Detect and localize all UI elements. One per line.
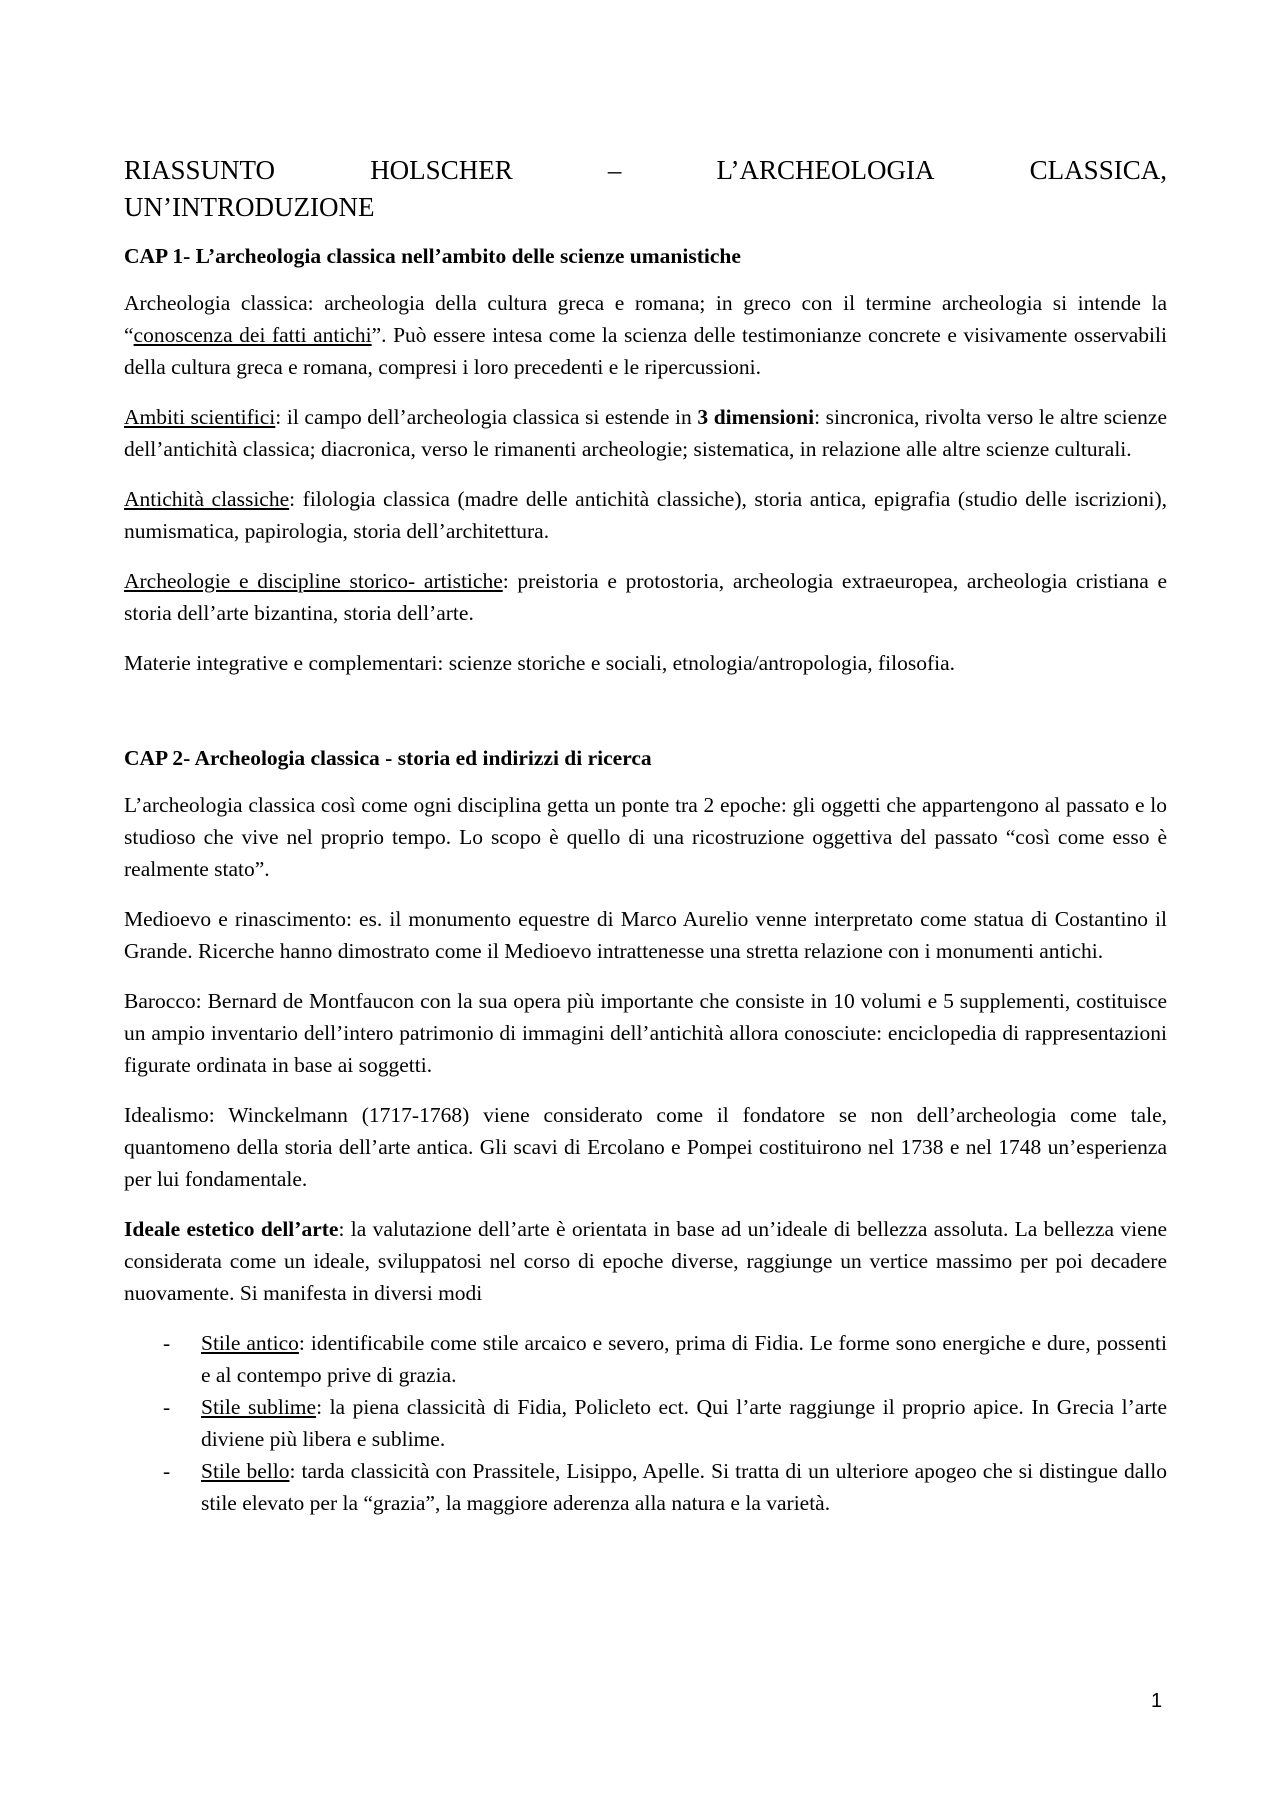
paragraph (124, 565, 1167, 629)
chapter-2-heading: CAP 2- Archeologia classica - storia ed indirizzi di ricerca (124, 746, 652, 770)
text: : filologia classica (madre delle antichità classiche), storia antica, epigrafia (studio delle iscrizioni), numismatica, papirologia, storia dell’architettura. (124, 487, 1167, 543)
underlined-term: Stile antico (201, 1331, 299, 1355)
paragraph: Medioevo e rinascimento: es. il monumento equestre di Marco Aurelio venne interpretato come statua di Costantino il Grande. Ricerche hanno dimostrato come il Medioevo intrattenesse una stretta relazione con i monumenti antichi. (124, 907, 1167, 963)
underlined-term: Stile sublime (201, 1395, 317, 1419)
title-word: RIASSUNTO (124, 155, 276, 185)
paragraph: Barocco: Bernard de Montfaucon con la sua opera più importante che consiste in 10 volumi e 5 supplementi, costituisce un ampio inventario dell’intero patrimonio di immagini dell’antichità allora conosciute: enciclopedia di rappresentazioni figurate ordinata in base ai soggetti. (124, 989, 1167, 1077)
paragraph (124, 1213, 1167, 1309)
bold-term: Ideale estetico dell’arte (124, 1217, 339, 1241)
list-item (124, 1455, 1167, 1519)
document-body (124, 152, 1167, 1519)
text: : la valutazione dell’arte è orientata in base ad un’ideale di bellezza assoluta. La bellezza viene considerata come un ideale, sviluppatosi nel corso di epoche diverse, raggiunge un vertice massimo per poi decadere nuovamente. Si manifesta in diversi modi (124, 1217, 1167, 1305)
title-word: – (607, 155, 622, 185)
underlined-term: Ambiti scientifici (124, 405, 276, 429)
title-word: HOLSCHER (370, 155, 513, 185)
text: : identificabile come stile arcaico e severo, prima di Fidia. Le forme sono energiche e dure, possenti e al contempo prive di grazia. (201, 1331, 1168, 1387)
document-title (124, 152, 1167, 226)
paragraph: L’archeologia classica così come ogni disciplina getta un ponte tra 2 epoche: gli oggetti che appartengono al passato e lo studioso che vive nel proprio tempo. Lo scopo è quello di una ricostruzione oggettiva del passato “così come esso è realmente stato”. (124, 793, 1167, 881)
text: : preistoria e protostoria, archeologia extraeuropea, archeologia cristiana e storia dell’arte bizantina, storia dell’arte. (124, 569, 1167, 625)
paragraph: Idealismo: Winckelmann (1717-1768) viene considerato come il fondatore se non dell’archeologia come tale, quantomeno della storia dell’arte antica. Gli scavi di Ercolano e Pompei costituirono nel 1738 e nel 1748 un’esperienza per lui fondamentale. (124, 1103, 1167, 1191)
text: : tarda classicità con Prassitele, Lisippo, Apelle. Si tratta di un ulteriore apogeo che si distingue dallo stile elevato per la “grazia”, la maggiore aderenza alla natura e la varietà. (201, 1459, 1167, 1515)
underlined-term: Stile bello (201, 1459, 290, 1483)
section-spacer (124, 697, 1167, 743)
list-item (124, 1327, 1167, 1391)
paragraph (124, 401, 1167, 465)
title-line-2: UN’INTRODUZIONE (124, 192, 375, 222)
bold-term: 3 dimensioni (697, 405, 815, 429)
chapter-1-heading: CAP 1- L’archeologia classica nell’ambito delle scienze umanistiche (124, 244, 741, 268)
page-number: 1 (1151, 1690, 1163, 1712)
dash-bullet: - (163, 1331, 171, 1355)
underlined-term: conoscenza dei fatti antichi (133, 323, 372, 347)
title-line-1 (124, 152, 1167, 189)
dash-bullet: - (163, 1459, 171, 1483)
paragraph (124, 287, 1167, 383)
paragraph (124, 483, 1167, 547)
text: : il campo dell’archeologia classica si estende in (275, 405, 698, 429)
dash-bullet: - (163, 1395, 171, 1419)
list-item (124, 1391, 1167, 1455)
underlined-term: Antichità classiche (124, 487, 290, 511)
text: Archeologia classica: archeologia della cultura greca e romana; in greco con il termine archeologia si intende la “ (124, 291, 1167, 347)
underlined-term: Archeologie e discipline storico- artistiche (124, 569, 503, 593)
style-list (124, 1327, 1167, 1519)
text: : la piena classicità di Fidia, Policleto ect. Qui l’arte raggiunge il proprio apice. In Grecia l’arte diviene più libera e sublime. (201, 1395, 1167, 1451)
text: ”. Può essere intesa come la scienza delle testimonianze concrete e visivamente osservabili della cultura greca e romana, compresi i loro precedenti e le ripercussioni. (124, 323, 1167, 379)
title-word: L’ARCHEOLOGIA (716, 155, 935, 185)
title-word: CLASSICA, (1029, 155, 1167, 185)
paragraph: Materie integrative e complementari: scienze storiche e sociali, etnologia/antropologia, filosofia. (124, 651, 956, 675)
text: : sincronica, rivolta verso le altre scienze dell’antichità classica; diacronica, verso le rimanenti archeologie; sistematica, in relazione alle altre scienze culturali. (124, 405, 1167, 461)
